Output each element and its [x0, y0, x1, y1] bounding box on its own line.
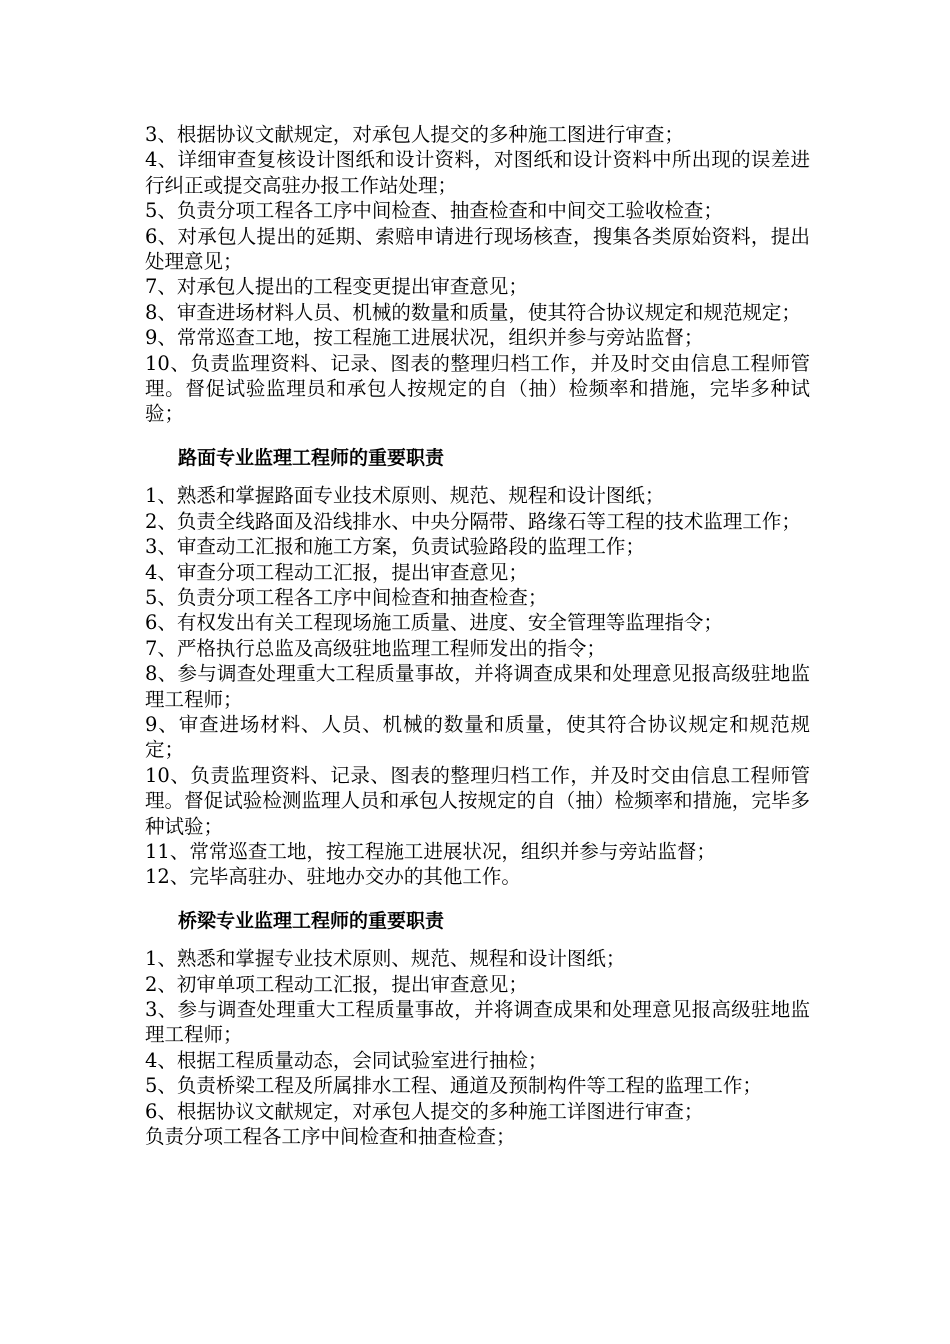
- list-item: 6、对承包人提出的延期、索赔申请进行现场核查，搜集各类原始资料，提出处理意见；: [145, 224, 810, 274]
- list-item: 2、初审单项工程动工汇报，提出审查意见；: [145, 972, 528, 996]
- list-item: 3、审查动工汇报和施工方案，负责试验路段的监理工作；: [145, 535, 645, 559]
- list-item: 2、负责全线路面及沿线排水、中央分隔带、路缘石等工程的技术监理工作；: [145, 509, 801, 533]
- list-item: 3、根据协议文献规定，对承包人提交的多种施工图进行审查；: [145, 123, 684, 146]
- list-item: 3、参与调查处理重大工程质量事故，并将调查成果和处理意见报高级驻地监理工程师；: [145, 998, 810, 1047]
- document-page: [145, 122, 810, 1149]
- list-item: 5、负责桥梁工程及所属排水工程、通道及预制构件等工程的监理工作；: [145, 1074, 762, 1098]
- list-item: 1、熟悉和掌握专业技术原则、规范、规程和设计图纸；: [145, 947, 626, 971]
- list-item: 10、负责监理资料、记录、图表的整理归档工作，并及时交由信息工程师管理。督促试验检测监理人员和承包人按规定的自（抽）检频率和措施，完毕多种试验；: [145, 763, 810, 838]
- bridge-section-list: [145, 946, 810, 1149]
- list-item: 4、审查分项工程动工汇报，提出审查意见；: [145, 560, 528, 584]
- list-item: 8、参与调查处理重大工程质量事故，并将调查成果和处理意见报高级驻地监理工程师；: [145, 662, 810, 711]
- road-section-list: [145, 483, 810, 890]
- list-item: 负责分项工程各工序中间检查和抽查检查；: [145, 1125, 516, 1149]
- bridge-section-heading: 桥梁专业监理工程师的重要职责: [178, 909, 445, 932]
- list-item: 12、完毕高驻办、驻地办交办的其他工作。: [145, 865, 521, 889]
- list-item: 4、详细审查复核设计图纸和设计资料，对图纸和设计资料中所出现的误差进行纠正或提交高驻办报工作站处理；: [145, 148, 810, 197]
- list-item: 9、常常巡查工地，按工程施工进展状况，组织并参与旁站监督；: [145, 326, 704, 350]
- list-item: 5、负责分项工程各工序中间检查、抽查检查和中间交工验收检查；: [145, 199, 723, 223]
- list-item: 1、熟悉和掌握路面专业技术原则、规范、规程和设计图纸；: [145, 484, 665, 508]
- list-item: 6、根据协议文献规定，对承包人提交的多种施工详图进行审查；: [145, 1099, 704, 1123]
- list-item: 9、审查进场材料、人员、机械的数量和质量，使其符合协议规定和规范规定；: [145, 712, 810, 762]
- list-item: 10、负责监理资料、记录、图表的整理归档工作，并及时交由信息工程师管理。督促试验监理员和承包人按规定的自（抽）检频率和措施，完毕多种试验；: [145, 351, 810, 426]
- list-item: 7、对承包人提出的工程变更提出审查意见；: [145, 275, 528, 299]
- intro-list: [145, 122, 810, 427]
- list-item: 6、有权发出有关工程现场施工质量、进度、安全管理等监理指令；: [145, 611, 723, 635]
- list-item: 5、负责分项工程各工序中间检查和抽查检查；: [145, 585, 548, 609]
- road-section-heading: 路面专业监理工程师的重要职责: [178, 446, 445, 469]
- list-item: 4、根据工程质量动态，会同试验室进行抽检；: [145, 1048, 548, 1072]
- list-item: 7、严格执行总监及高级驻地监理工程师发出的指令；: [145, 636, 606, 660]
- list-item: 8、审查进场材料人员、机械的数量和质量，使其符合协议规定和规范规定；: [145, 300, 801, 324]
- list-item: 11、常常巡查工地，按工程施工进展状况，组织并参与旁站监督；: [145, 839, 716, 863]
